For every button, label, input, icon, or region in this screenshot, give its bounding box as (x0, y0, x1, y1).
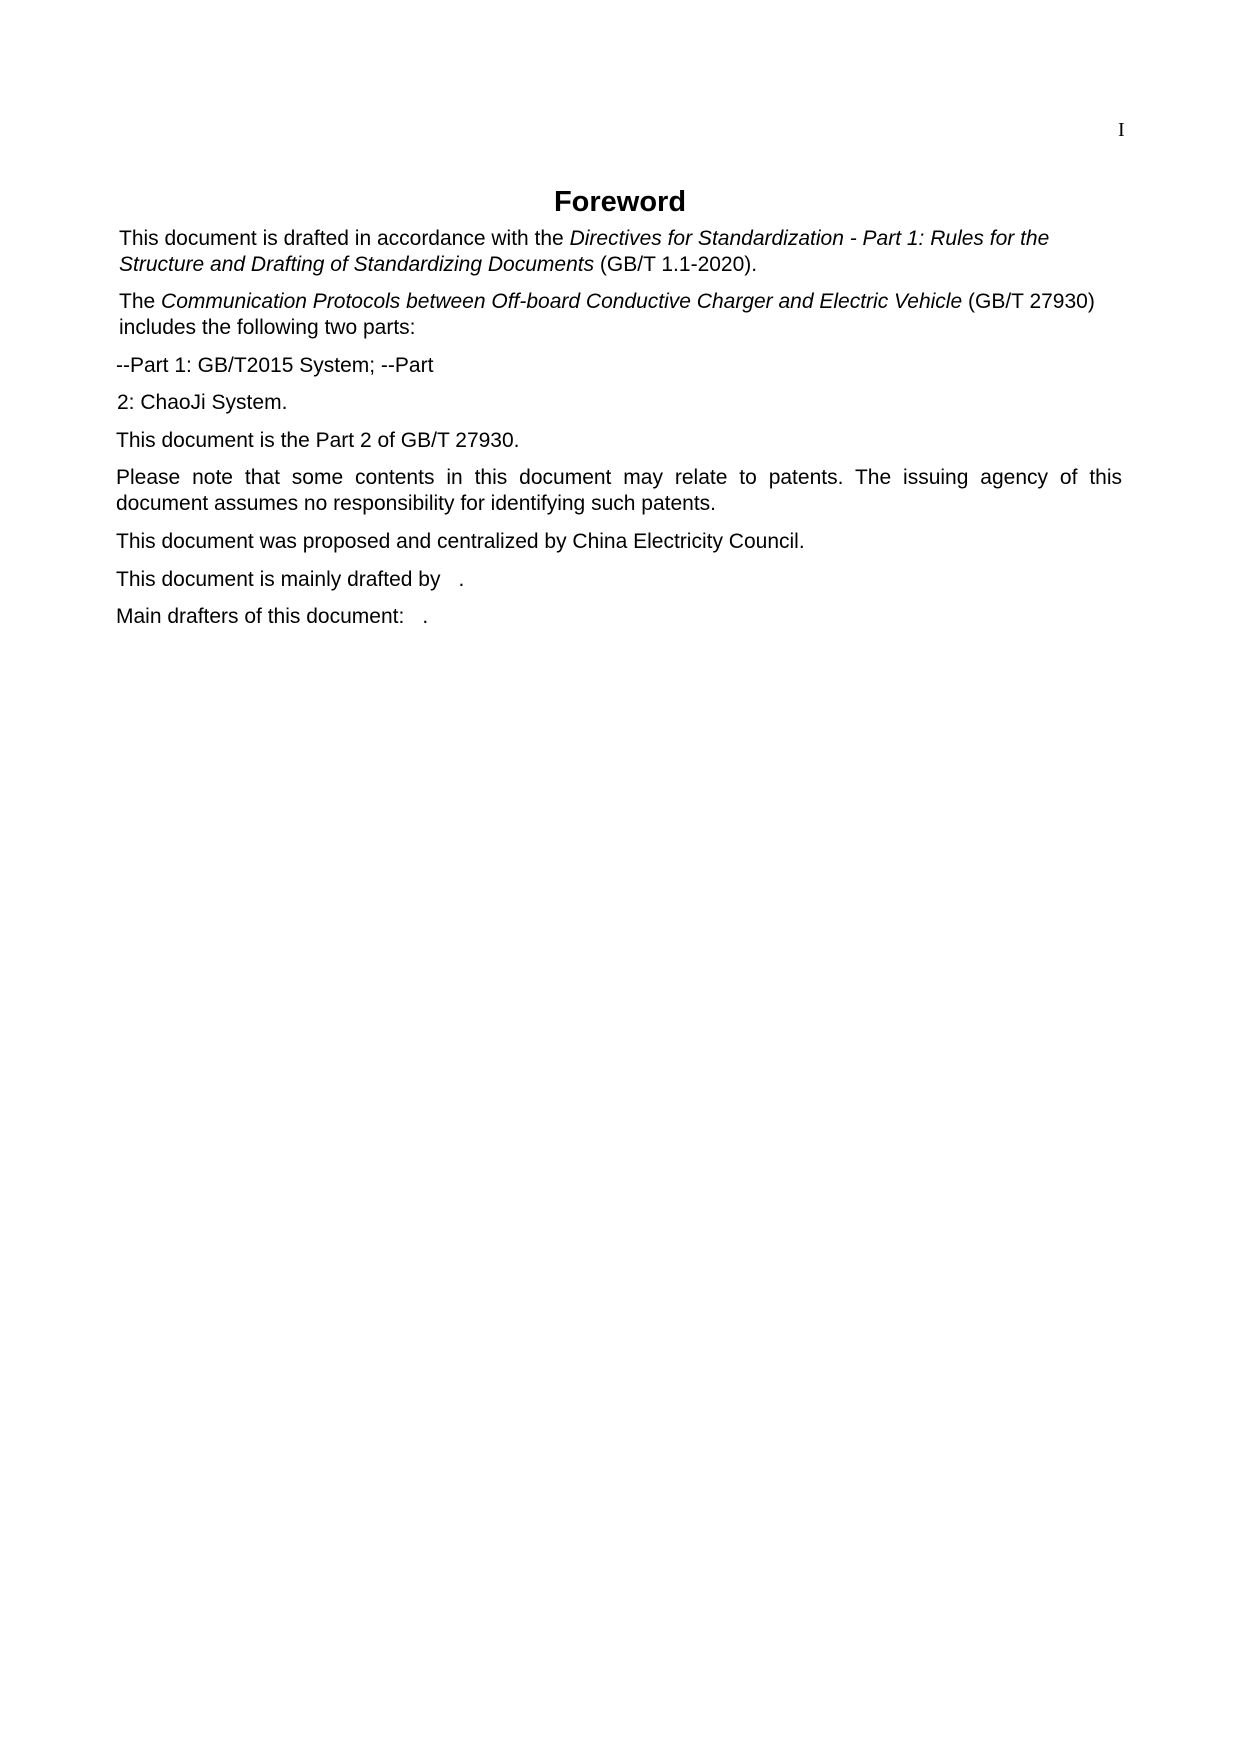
protocol-parts-suffix: (GB/T 27930) includes the following two parts: (119, 290, 1095, 339)
paragraph-drafting-units (116, 567, 1126, 593)
paragraph-drafting-rules (119, 226, 1129, 278)
paragraph-proposer: This document was proposed and centralized by China Electricity Council. (116, 530, 805, 553)
protocol-parts-prefix: The (119, 290, 162, 313)
paragraph-main-drafters (116, 604, 1126, 630)
page-title: Foreword (553, 186, 687, 218)
list-item-part-2: 2: ChaoJi System. (117, 391, 288, 414)
paragraph-protocol-parts (119, 289, 1129, 341)
main-drafters-end: . (422, 605, 429, 628)
paragraph-patent-notice: Please note that some contents in this document may relate to patents. The issuing agency of this document assumes no responsibility for identifying such patents. (116, 466, 1122, 515)
list-item-part-1: --Part 1: GB/T2015 System; --Part (116, 354, 434, 377)
main-drafters-text: Main drafters of this document: (116, 605, 405, 628)
drafting-units-end: . (458, 568, 465, 591)
page-number: I (1118, 119, 1125, 141)
drafting-rules-suffix: (GB/T 1.1-2020). (594, 253, 758, 276)
paragraph-part-statement: This document is the Part 2 of GB/T 27930. (116, 429, 520, 452)
protocol-parts-reference: Communication Protocols between Off-board Conductive Charger and Electric Vehicle (161, 290, 963, 313)
drafting-rules-reference: Directives for Standardization - Part 1: Rules for the Structure and Drafting of Standardizing Documents (119, 227, 1050, 276)
drafting-units-text: This document is mainly drafted by (116, 568, 441, 591)
drafting-rules-prefix: This document is drafted in accordance with the (119, 227, 570, 250)
